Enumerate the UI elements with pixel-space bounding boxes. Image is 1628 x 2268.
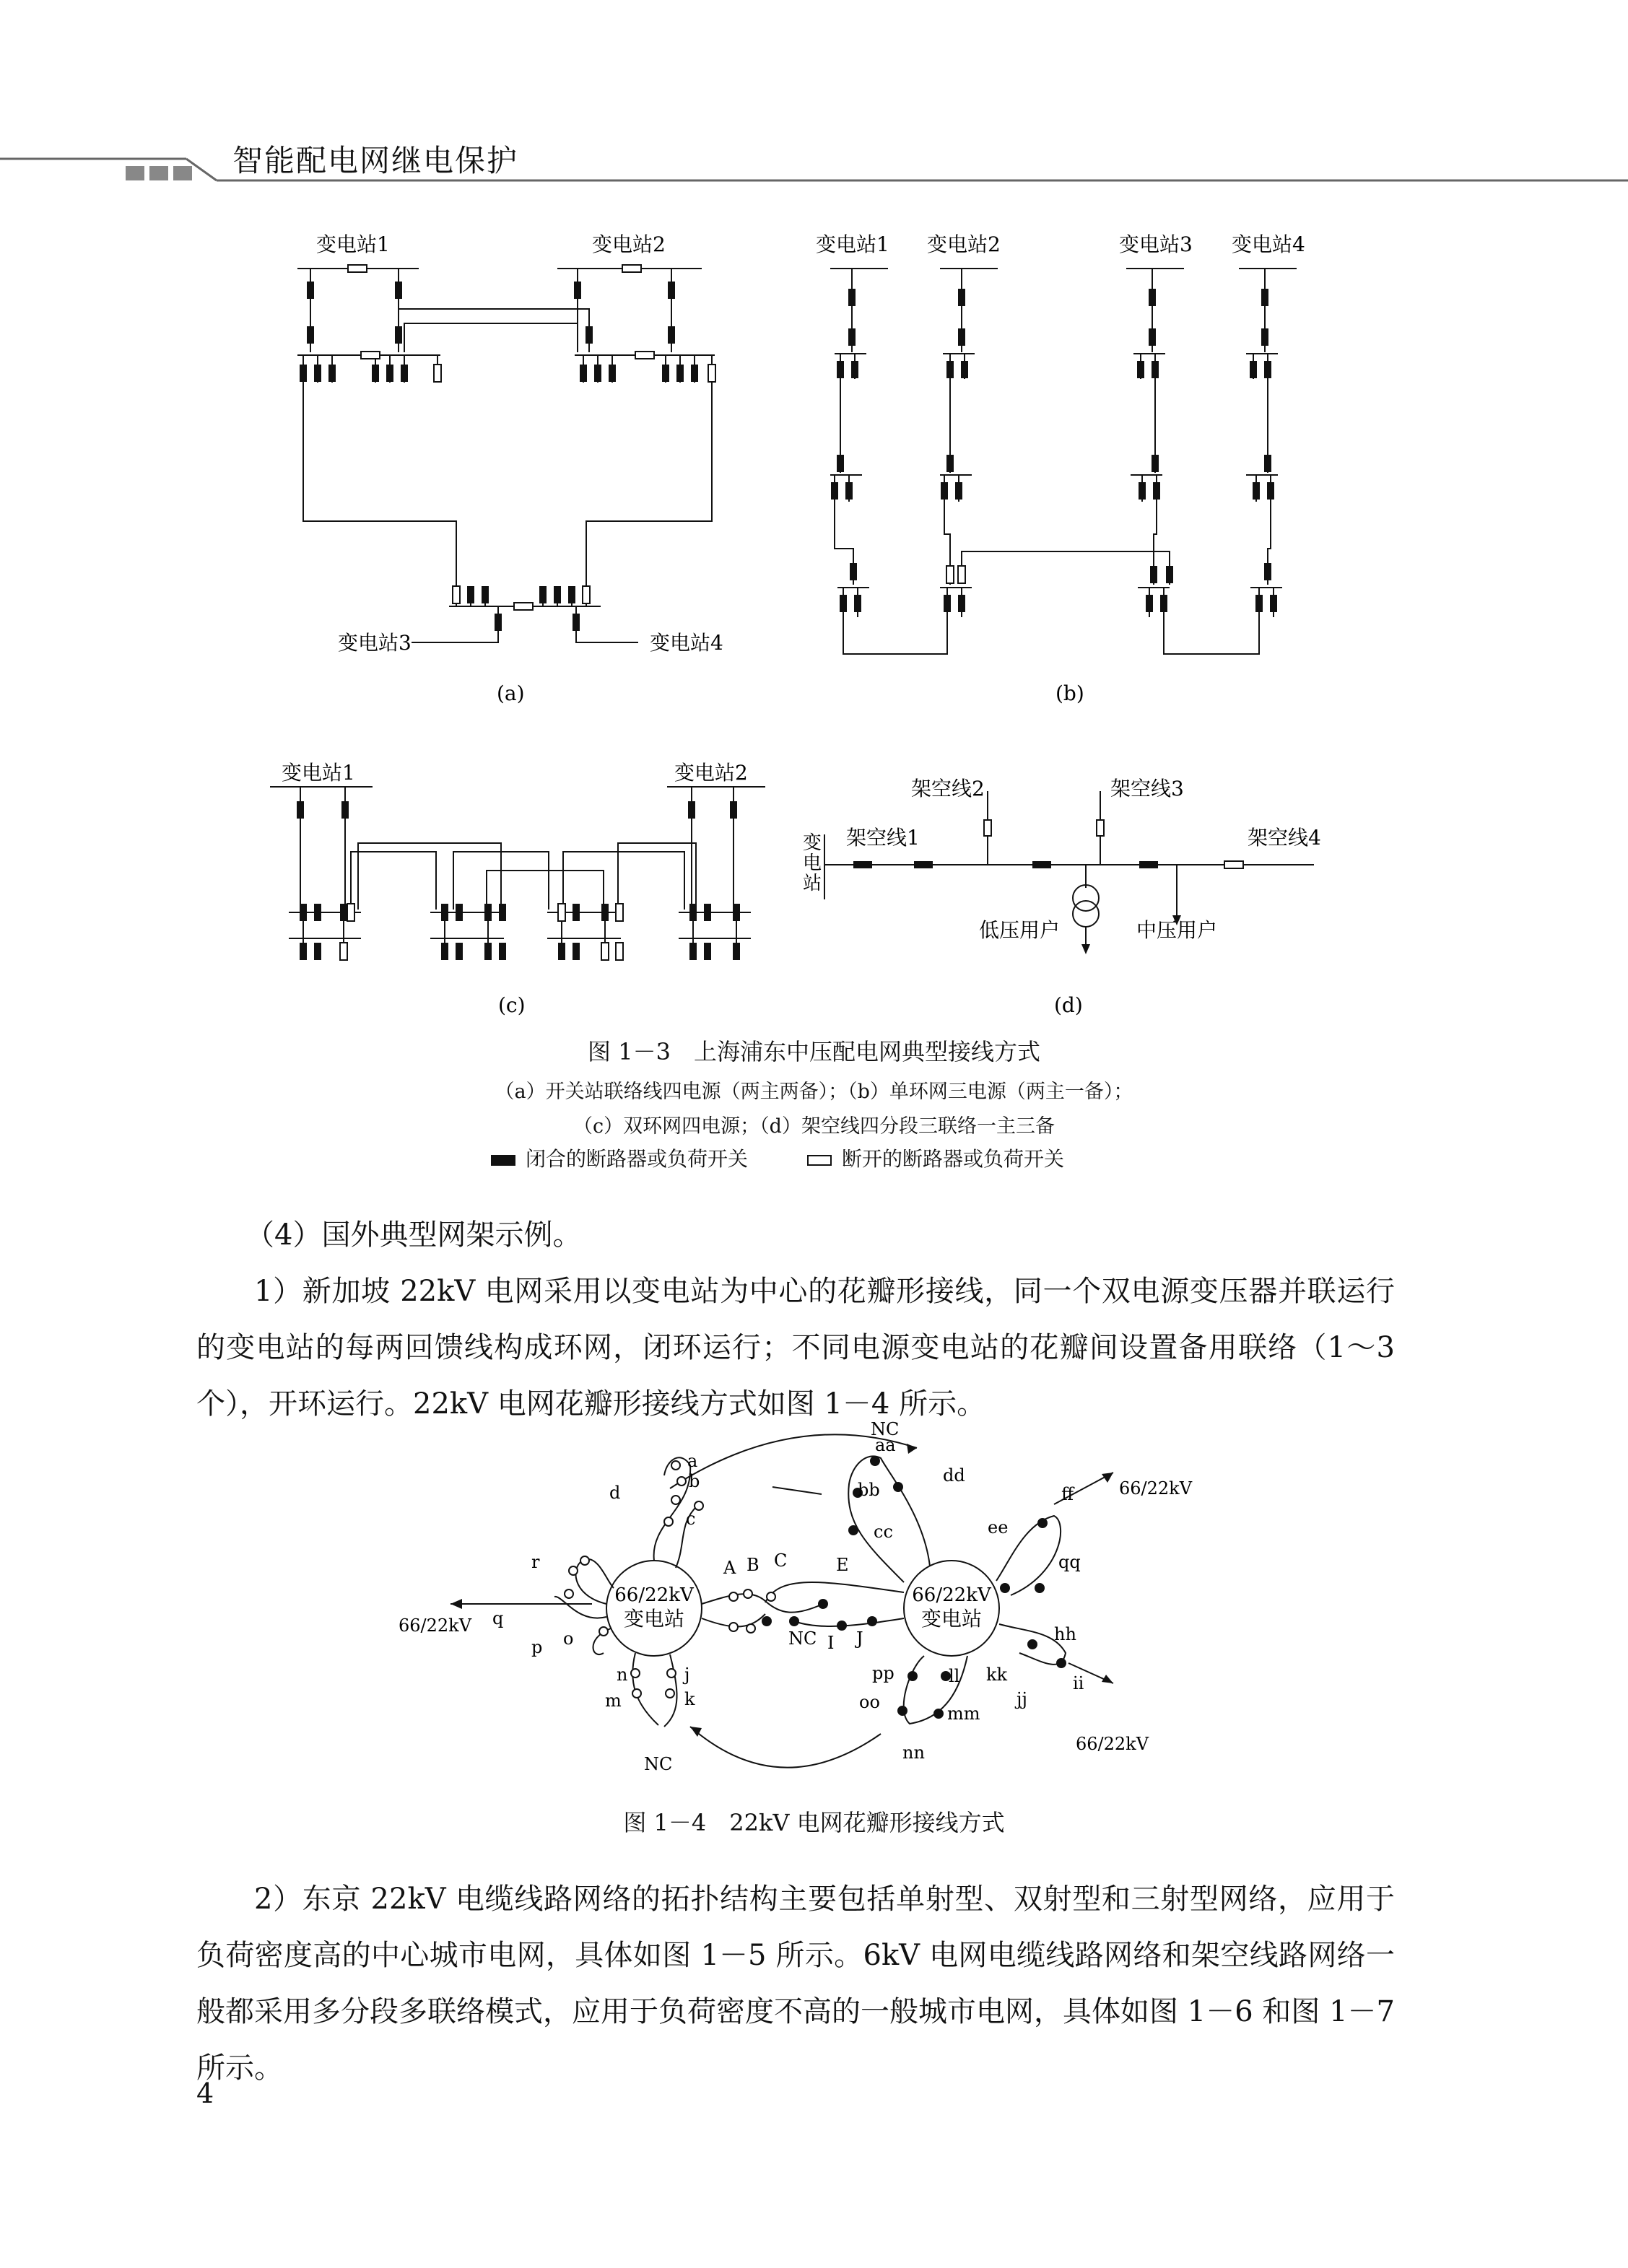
- fig14-node-nn: nn: [902, 1743, 925, 1763]
- figure-1-3-caption: 图 1－3 上海浦东中压配电网典型接线方式: [588, 1038, 1040, 1065]
- fig14-right-top-feed: 66/22kV: [1119, 1478, 1193, 1499]
- figure-1-3-subcaption-1: （a）开关站联络线四电源（两主两备）；（b）单环网三电源（两主一备）；: [495, 1081, 1133, 1103]
- legend-open-label: 断开的断路器或负荷开关: [842, 1147, 1065, 1171]
- fig14-node-qq: qq: [1058, 1552, 1081, 1572]
- fig14-node-ll: ll: [949, 1666, 960, 1686]
- fig14-right-station-name: 变电站: [920, 1607, 983, 1631]
- fig13b-station3: 变电站3: [1119, 232, 1193, 256]
- fig14-node-c: c: [686, 1509, 696, 1529]
- fig14-node-dd: dd: [943, 1465, 965, 1486]
- figure-1-3-subcaption-2: （c）双环网四电源；（d）架空线四分段三联络一主三备: [573, 1115, 1055, 1138]
- legend-closed-label: 闭合的断路器或负荷开关: [526, 1147, 749, 1171]
- fig13b-station4: 变电站4: [1232, 232, 1305, 256]
- header-title: 智能配电网继电保护: [232, 143, 519, 178]
- figure-1-4: [390, 1415, 1242, 1790]
- fig14-right-bottom-feed: 66/22kV: [1076, 1734, 1149, 1754]
- fig13d-label: (d): [1054, 993, 1083, 1017]
- fig14-node-B: B: [746, 1555, 759, 1575]
- fig13a-station1: 变电站1: [316, 232, 390, 256]
- fig14-node-J: J: [856, 1628, 863, 1649]
- fig13d-line3: 架空线3: [1110, 777, 1184, 801]
- fig13d-line1: 架空线1: [846, 826, 920, 850]
- fig14-node-jj: jj: [1017, 1689, 1027, 1709]
- fig13d-station-char2: 电: [803, 852, 822, 874]
- fig14-node-d: d: [609, 1483, 621, 1503]
- fig13a-label: (a): [497, 681, 525, 705]
- fig14-node-ee: ee: [988, 1517, 1009, 1538]
- fig13b-station1: 变电站1: [816, 232, 889, 256]
- fig13d-low-user: 低压用户: [979, 918, 1061, 942]
- open-switch-icon: [807, 1155, 832, 1166]
- fig14-nc-mid: NC: [788, 1628, 817, 1649]
- fig14-node-mm: mm: [947, 1704, 980, 1724]
- fig13d-station-char1: 变: [803, 832, 822, 854]
- fig14-node-cc: cc: [874, 1522, 893, 1542]
- legend-open: [807, 1143, 1064, 1172]
- fig14-node-hh: hh: [1054, 1624, 1076, 1644]
- fig13c-station2: 变电站2: [674, 761, 748, 785]
- legend-closed: [491, 1143, 748, 1172]
- fig14-node-b: b: [689, 1471, 700, 1491]
- fig13d-station-char3: 站: [803, 873, 822, 894]
- fig13d-line2: 架空线2: [911, 777, 985, 801]
- fig13c-station1: 变电站1: [282, 761, 355, 785]
- fig14-node-ff: ff: [1061, 1484, 1074, 1504]
- fig14-node-q: q: [492, 1608, 504, 1628]
- fig14-node-k: k: [684, 1689, 695, 1709]
- fig14-left-feed: 66/22kV: [399, 1615, 472, 1636]
- figure-1-3d: [794, 765, 1343, 1025]
- fig13c-label: (c): [498, 993, 526, 1017]
- fig14-node-j: j: [684, 1665, 690, 1685]
- fig14-node-oo: oo: [859, 1692, 880, 1712]
- fig14-node-E: E: [836, 1555, 849, 1575]
- fig14-node-o: o: [563, 1628, 574, 1649]
- paragraph-1: 1）新加坡 22kV 电网采用以变电站为中心的花瓣形接线，同一个双电源变压器并联运行的变电站的每两回馈线构成环网，闭环运行；不同电源变电站的花瓣间设置备用联络（1～3 个），开环运行。22kV 电网花瓣形接线方式如图 1－4 所示。: [196, 1275, 1395, 1421]
- fig14-node-A: A: [723, 1558, 736, 1578]
- fig14-node-bb: bb: [858, 1480, 880, 1500]
- fig13d-mid-user: 中压用户: [1136, 918, 1218, 942]
- fig14-node-n: n: [617, 1665, 628, 1685]
- page-number: 4: [196, 2077, 214, 2109]
- fig13a-station2: 变电站2: [592, 232, 666, 256]
- fig14-node-aa: aa: [875, 1435, 896, 1455]
- fig13b-station2: 变电站2: [927, 232, 1001, 256]
- fig14-left-station-voltage: 66/22kV: [614, 1584, 694, 1606]
- fig14-node-kk: kk: [986, 1665, 1008, 1685]
- fig14-node-C: C: [774, 1550, 788, 1571]
- fig13a-station3: 变电站3: [338, 631, 412, 655]
- fig14-node-a: a: [687, 1451, 698, 1471]
- fig13d-line4: 架空线4: [1248, 826, 1321, 850]
- paragraph-2: 2）东京 22kV 电缆线路网络的拓扑结构主要包括单射型、双射型和三射型网络，应用于负荷密度高的中心城市电网，具体如图 1－5 所示。6kV 电网电缆线路网络和架空线路网络一般都采用多分段多联络模式，应用于负荷密度不高的一般城市电网，具体如图 1－6 和图 1－7 所示。: [196, 1883, 1395, 2085]
- fig14-left-station-name: 变电站: [623, 1607, 685, 1631]
- figure-1-3c: [260, 758, 780, 1025]
- figure-1-4-caption: 图 1－4 22kV 电网花瓣形接线方式: [623, 1809, 1005, 1836]
- fig14-node-p: p: [531, 1637, 543, 1657]
- figure-1-3a: [289, 231, 751, 707]
- fig13a-station4: 变电站4: [650, 631, 723, 655]
- fig14-node-r: r: [531, 1552, 540, 1572]
- figure-1-3b: [809, 231, 1328, 707]
- fig14-node-pp: pp: [872, 1663, 894, 1683]
- fig14-node-ii: ii: [1073, 1673, 1084, 1693]
- fig14-nc-top: NC: [871, 1419, 900, 1439]
- fig14-node-I: I: [827, 1633, 835, 1653]
- fig14-nc-bottom: NC: [644, 1754, 673, 1774]
- closed-switch-icon: [491, 1155, 515, 1166]
- fig14-node-m: m: [605, 1691, 622, 1711]
- fig13b-label: (b): [1055, 681, 1084, 705]
- fig14-right-station-voltage: 66/22kV: [912, 1584, 991, 1606]
- section-heading: （4）国外典型网架示例。: [245, 1218, 582, 1252]
